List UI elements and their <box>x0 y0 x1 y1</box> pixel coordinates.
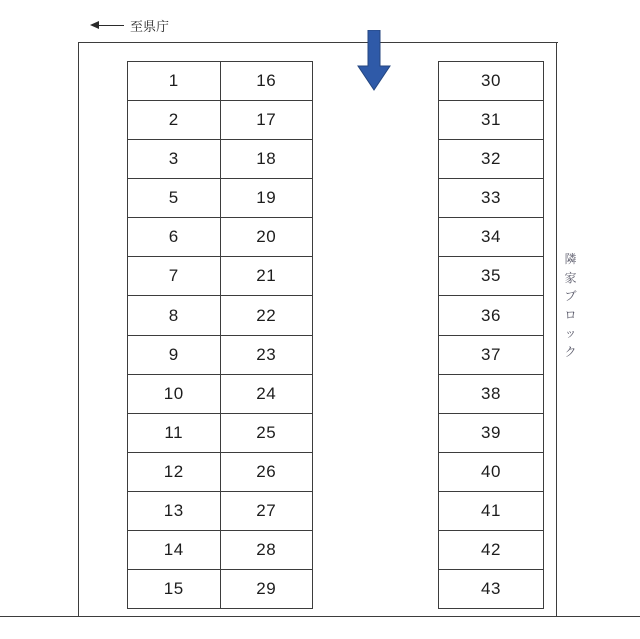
parking-space[interactable]: 34 <box>439 217 543 256</box>
parking-block-left <box>127 61 313 609</box>
parking-space[interactable]: 9 <box>128 335 220 374</box>
parking-space[interactable]: 25 <box>221 413 313 452</box>
parking-space[interactable]: 27 <box>221 491 313 530</box>
direction-label-text: 至県庁 <box>130 19 170 34</box>
parking-space[interactable]: 24 <box>221 374 313 413</box>
parking-space[interactable]: 41 <box>439 491 543 530</box>
parking-space[interactable]: 39 <box>439 413 543 452</box>
parking-space[interactable]: 30 <box>481 71 501 91</box>
arrow-down-icon <box>357 30 391 92</box>
parking-space[interactable]: 42 <box>439 530 543 569</box>
parking-space[interactable]: 12 <box>128 452 220 491</box>
parking-space[interactable]: 1 <box>168 71 179 91</box>
parking-space[interactable]: 5 <box>128 178 220 217</box>
parking-space[interactable]: 14 <box>128 530 220 569</box>
parking-block-right <box>438 61 544 609</box>
parking-space[interactable]: 10 <box>128 374 220 413</box>
parking-space[interactable]: 23 <box>221 335 313 374</box>
parking-space[interactable]: 40 <box>439 452 543 491</box>
parking-column-1 <box>128 62 220 608</box>
arrow-left-icon <box>90 20 124 32</box>
parking-space[interactable]: 26 <box>221 452 313 491</box>
parking-space[interactable]: 6 <box>128 217 220 256</box>
neighbor-block-label <box>563 250 579 362</box>
neighbor-block-label-char: ク <box>564 344 578 359</box>
parking-space[interactable]: 21 <box>221 256 313 295</box>
parking-space[interactable]: 3 <box>128 139 220 178</box>
road-bottom-line <box>0 616 640 617</box>
parking-space[interactable]: 19 <box>221 178 313 217</box>
parking-space[interactable]: 18 <box>221 139 313 178</box>
parking-space[interactable]: 16 <box>256 71 277 91</box>
parking-space[interactable]: 17 <box>221 100 313 139</box>
parking-space[interactable]: 37 <box>439 335 543 374</box>
parking-space[interactable]: 31 <box>439 100 543 139</box>
parking-space[interactable]: 35 <box>439 256 543 295</box>
neighbor-block-label-char: ロ <box>564 307 578 322</box>
neighbor-block-label-char: 家 <box>564 270 578 285</box>
neighbor-block-label-char: ッ <box>564 326 578 341</box>
parking-space[interactable]: 32 <box>439 139 543 178</box>
road-top-line <box>78 42 558 43</box>
parking-space[interactable]: 7 <box>128 256 220 295</box>
neighbor-block-label-char: ブ <box>564 289 578 304</box>
parking-space[interactable]: 36 <box>439 295 543 334</box>
boundary-right-line <box>556 42 557 617</box>
parking-space[interactable]: 2 <box>128 100 220 139</box>
parking-column-2 <box>220 62 313 608</box>
parking-space[interactable]: 15 <box>128 569 220 608</box>
parking-space[interactable]: 38 <box>439 374 543 413</box>
parking-space[interactable]: 43 <box>439 569 543 608</box>
parking-space[interactable]: 29 <box>221 569 313 608</box>
direction-label <box>90 16 169 35</box>
neighbor-block-label-char: 隣 <box>564 252 578 266</box>
parking-space[interactable]: 33 <box>439 178 543 217</box>
parking-space[interactable]: 20 <box>221 217 313 256</box>
parking-space[interactable]: 28 <box>221 530 313 569</box>
parking-space[interactable]: 13 <box>128 491 220 530</box>
parking-space[interactable]: 8 <box>128 295 220 334</box>
road-left-line <box>78 42 79 617</box>
parking-space[interactable]: 11 <box>128 413 220 452</box>
parking-column-3 <box>439 62 543 608</box>
parking-space[interactable]: 22 <box>221 295 313 334</box>
